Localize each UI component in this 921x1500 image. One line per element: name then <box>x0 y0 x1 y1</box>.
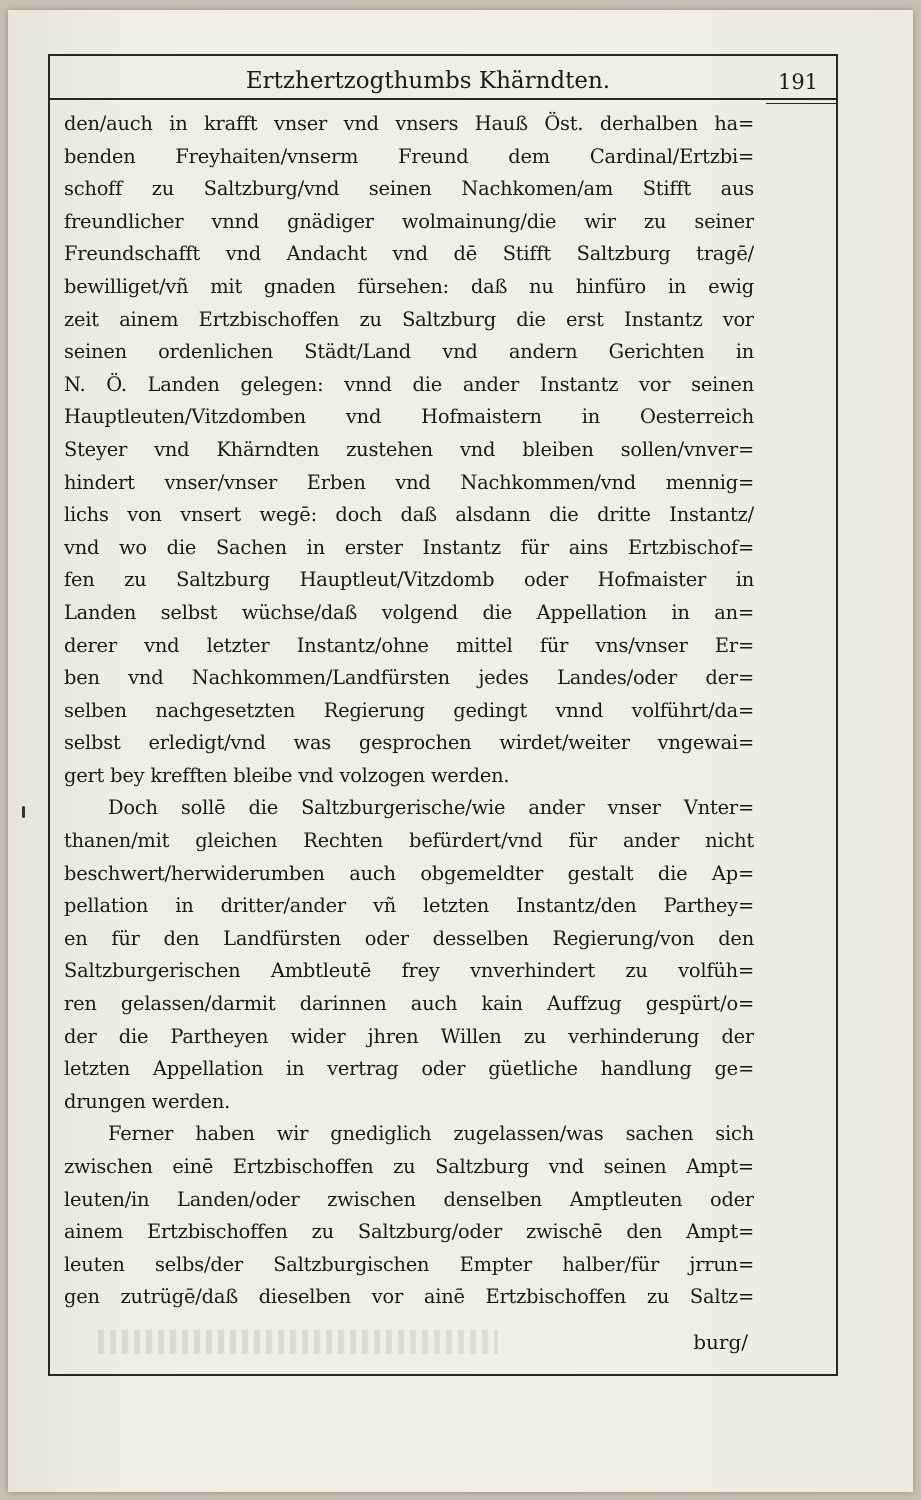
text-line: seinen ordenlichen Städt/Land vnd andern Gerichten in <box>64 340 754 364</box>
text-line: ainem Ertzbischoffen zu Saltzburg/oder zwischē den Ampt= <box>64 1220 754 1244</box>
text-line: fen zu Saltzburg Hauptleut/Vitzdomb oder Hofmaister in <box>64 568 754 592</box>
text-line: letzten Appellation in vertrag oder güetliche handlung ge= <box>64 1057 754 1081</box>
text-line: Freundschafft vnd Andacht vnd dē Stifft Saltzburg tragē/ <box>64 242 754 266</box>
text-line: Steyer vnd Khärndten zustehen vnd bleiben sollen/vnver= <box>64 437 754 461</box>
text-line: Hauptleuten/Vitzdomben vnd Hofmaistern in Oesterreich <box>64 405 754 429</box>
text-line: Saltzburgerischen Ambtleutē frey vnverhindert zu volfüh= <box>64 959 754 983</box>
text-line: der die Partheyen wider jhren Willen zu verhinderung der <box>64 1024 754 1048</box>
show-through <box>98 1330 498 1354</box>
text-line: derer vnd letzter Instantz/ohne mittel für vns/vnser Er= <box>64 633 754 657</box>
text-line: zwischen einē Ertzbischoffen zu Saltzburg vnd seinen Ampt= <box>64 1155 754 1178</box>
paper-speck <box>22 806 25 818</box>
text-line: gen zutrügē/daß dieselben vor ainē Ertzbischoffen zu Saltz= <box>64 1285 754 1309</box>
text-line: bewilliget/vñ mit gnaden fürsehen: daß nu hinfüro in ewig <box>64 274 754 298</box>
text-line: Landen selbst wüchse/daß volgend die Appellation in an= <box>64 600 754 624</box>
text-line: drungen werden. <box>64 1089 231 1113</box>
book-page <box>8 10 913 1492</box>
page-number: 191 <box>777 70 819 94</box>
text-line: Doch sollē die Saltzburgerische/wie ander vnser Vnter= <box>108 796 754 820</box>
text-line: freundlicher vnnd gnädiger wolmainung/die wir zu seiner <box>64 209 754 233</box>
text-line: pellation in dritter/ander vñ letzten Instantz/den Parthey= <box>64 894 754 918</box>
text-line: leuten/in Landen/oder zwischen denselben Amptleuten oder <box>64 1187 754 1211</box>
text-line: gert bey krefften bleibe vnd volzogen werden. <box>64 763 510 787</box>
body-text <box>64 108 754 1314</box>
text-line: selbst erledigt/vnd was gesprochen wirdet/weiter vngewai= <box>64 731 754 755</box>
catchword: burg/ <box>693 1330 748 1354</box>
text-line: vnd wo die Sachen in erster Instantz für ains Ertzbischof= <box>64 535 754 559</box>
text-line: ben vnd Nachkommen/Landfürsten jedes Landes/oder der= <box>64 666 754 690</box>
text-line: N. Ö. Landen gelegen: vnnd die ander Instantz vor seinen <box>64 372 754 396</box>
text-line: benden Freyhaiten/vnserm Freund dem Cardinal/Ertzbi= <box>64 144 754 168</box>
text-line: Ferner haben wir gnediglich zugelassen/was sachen sich <box>108 1122 754 1146</box>
text-line: beschwert/herwiderumben auch obgemeldter gestalt die Ap= <box>64 861 754 885</box>
text-line: schoff zu Saltzburg/vnd seinen Nachkomen/am Stifft aus <box>64 177 754 201</box>
folio-rule <box>766 103 838 104</box>
text-line: en für den Landfürsten oder desselben Regierung/von den <box>64 926 754 950</box>
text-line: lichs von vnsert wegē: doch daß alsdann die dritte Instantz/ <box>64 503 754 527</box>
text-line: hindert vnser/vnser Erben vnd Nachkommen/vnd mennig= <box>64 470 754 494</box>
text-line: zeit ainem Ertzbischoffen zu Saltzburg die erst Instantz vor <box>64 307 754 331</box>
text-line: selben nachgesetzten Regierung gedingt vnnd volführt/da= <box>64 698 754 722</box>
text-line: thanen/mit gleichen Rechten befürdert/vnd für ander nicht <box>64 829 754 853</box>
header-rule <box>50 98 836 100</box>
text-line: ren gelassen/darmit darinnen auch kain Auffzug gespürt/o= <box>64 992 754 1016</box>
text-line: den/auch in krafft vnser vnd vnsers Hauß Öst. derhalben ha= <box>64 112 754 135</box>
text-line: leuten selbs/der Saltzburgischen Empter halber/für jrrun= <box>64 1252 754 1276</box>
running-head: Ertzhertzogthumbs Khärndten. <box>245 68 611 94</box>
